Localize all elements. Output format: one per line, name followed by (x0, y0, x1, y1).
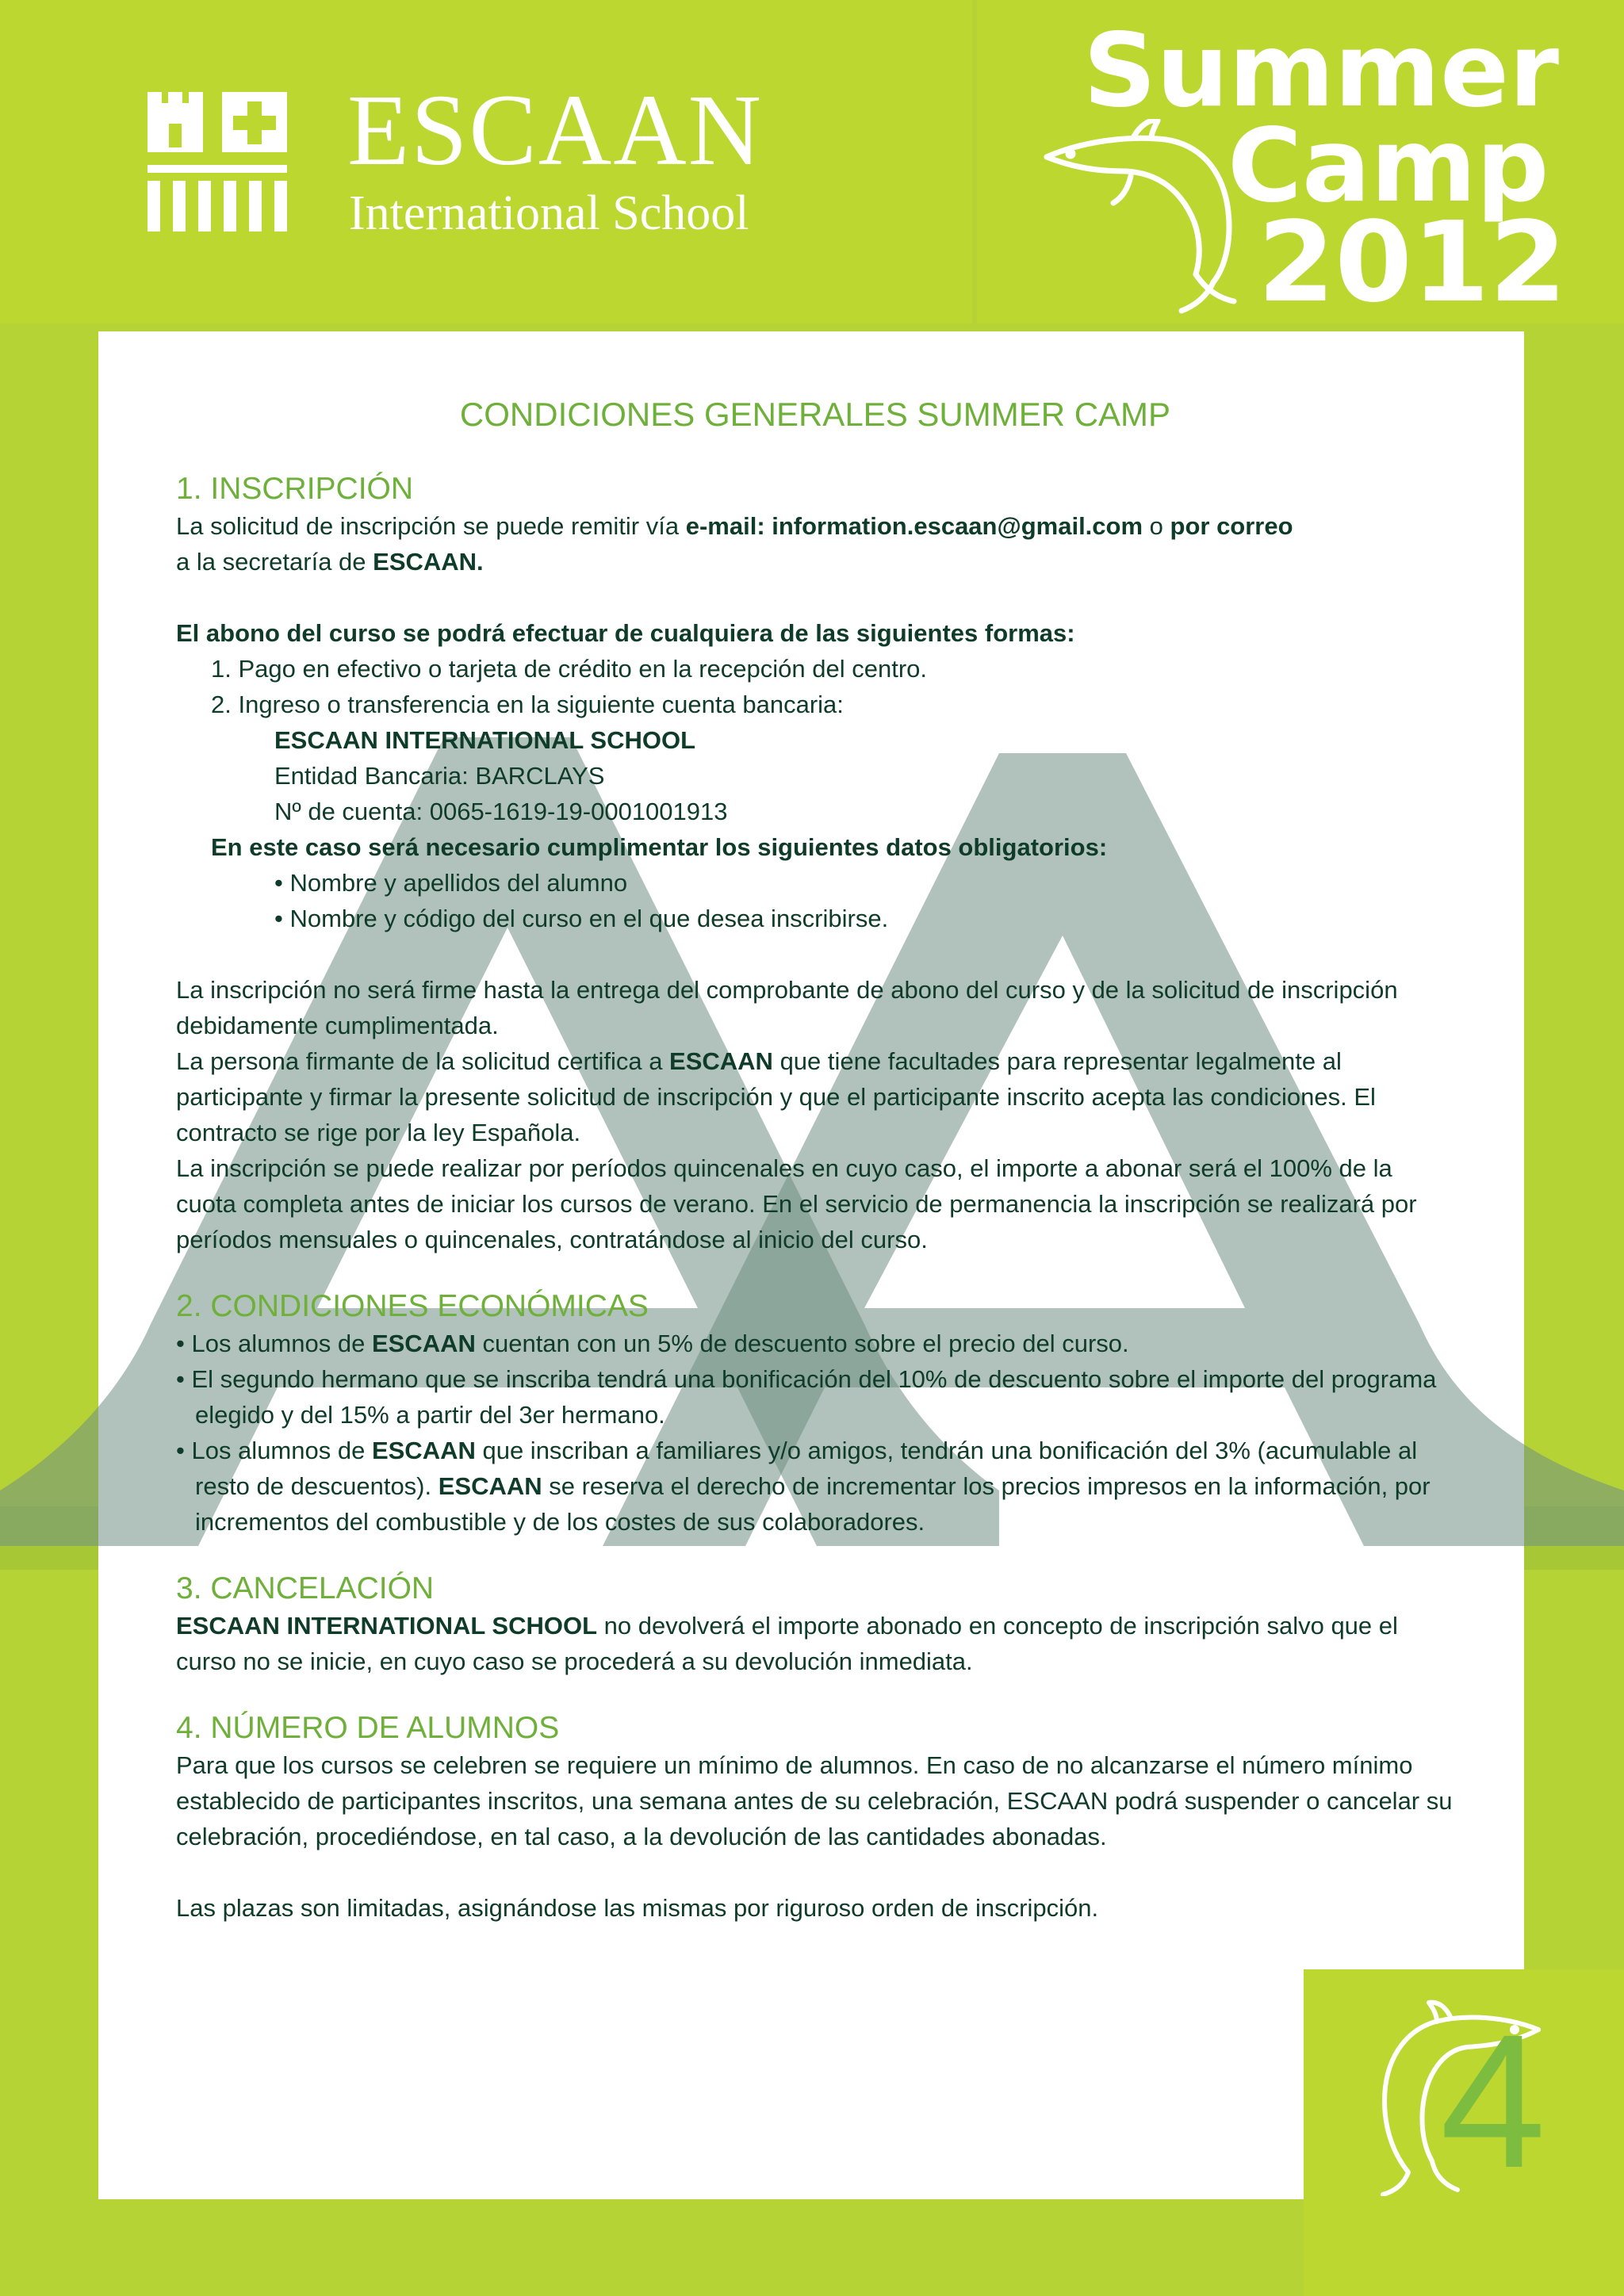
list-item: 1. Pago en efectivo o tarjeta de crédito en la recepción del centro. (211, 655, 928, 683)
camp-title-line3: 2012 (1258, 198, 1567, 327)
section-heading-inscripcion: 1. INSCRIPCIÓN (176, 472, 414, 506)
paragraph: La solicitud de inscripción se puede remitir vía e-mail: information.escaan@gmail.com o por correo (176, 512, 1293, 540)
bank-name: ESCAAN INTERNATIONAL SCHOOL (274, 726, 696, 754)
section-heading-cancelacion: 3. CANCELACIÓN (176, 1571, 435, 1605)
document-title: CONDICIONES GENERALES SUMMER CAMP (459, 396, 1171, 433)
paragraph: La inscripción no será firme hasta la entrega del comprobante de abono del curso y de la solicitud de inscripción debidamente cumplimentada. (176, 976, 1398, 1039)
page-number: 4 (1440, 1995, 1546, 2207)
logo-subtitle: International School (349, 186, 749, 240)
paragraph: a la secretaría de ESCAAN. (176, 548, 484, 576)
camp-title-line1: Summer (1083, 12, 1559, 130)
payment-heading: El abono del curso se podrá efectuar de cualquiera de las siguientes formas: (176, 619, 1075, 647)
paragraph: Las plazas son limitadas, asignándose las mismas por riguroso orden de inscripción. (176, 1894, 1099, 1922)
logo-name: ESCAAN (347, 74, 764, 186)
dolphin-icon (1039, 119, 1261, 317)
list-item: • Nombre y código del curso en el que desea inscribirse. (274, 905, 889, 932)
requirements-heading: En este caso será necesario cumplimentar los siguientes datos obligatorios: (211, 833, 1108, 861)
paragraph: La persona firmante de la solicitud certifica a ESCAAN que tiene facultades para representar legalmente al participante y firmar la presente solicitud de inscripción y que el participante inscrito acepta las condiciones. El contracto se rige por la ley Española. (176, 1047, 1376, 1146)
bank-entity: Entidad Bancaria: BARCLAYS (274, 762, 605, 790)
paragraph: Para que los cursos se celebren se requiere un mínimo de alumnos. En caso de no alcanzarse el número mínimo establecido de participantes inscritos, una semana antes de su celebración, ESCAAN podrá suspender o cancelar su celebración, procediéndose, en tal caso, a la devolución de las cantidades abonadas. (176, 1751, 1453, 1850)
paragraph: La inscripción se puede realizar por períodos quincenales en cuyo caso, el importe a abonar será el 100% de la cuota completa antes de iniciar los cursos de verano. En el servicio de permanencia la inscripción se realizará por períodos mensuales o quincenales, contratándose al inicio del curso. (176, 1154, 1417, 1253)
bank-account: Nº de cuenta: 0065-1619-19-0001001913 (274, 798, 728, 825)
section-heading-economicas: 2. CONDICIONES ECONÓMICAS (176, 1289, 649, 1323)
conditions-document (176, 396, 1454, 1926)
list-item: 2. Ingreso o transferencia en la siguiente cuenta bancaria: (211, 691, 844, 718)
list-item: • Nombre y apellidos del alumno (274, 869, 628, 897)
list-item: • Los alumnos de ESCAAN cuentan con un 5% de descuento sobre el precio del curso. (176, 1330, 1129, 1357)
section-heading-numero-alumnos: 4. NÚMERO DE ALUMNOS (176, 1711, 560, 1745)
list-item: • Los alumnos de ESCAAN que inscriban a familiares y/o amigos, tendrán una bonificación del 3% (acumulable al resto de descuentos). ESCAAN se reserva el derecho de incrementar los precios impresos en la información, por incrementos del combustible y de los costes de sus colaboradores. (176, 1437, 1431, 1536)
list-item: • El segundo hermano que se inscriba tendrá una bonificación del 10% de descuento sobre el importe del programa elegido y del 15% a partir del 3er hermano. (176, 1365, 1437, 1429)
camp-title-line2: Camp (1228, 107, 1549, 225)
paragraph: ESCAAN INTERNATIONAL SCHOOL no devolverá el importe abonado en concepto de inscripción salvo que el curso no se inicie, en cuyo caso se procederá a su devolución inmediata. (176, 1612, 1398, 1675)
school-logo-icon (147, 92, 287, 232)
